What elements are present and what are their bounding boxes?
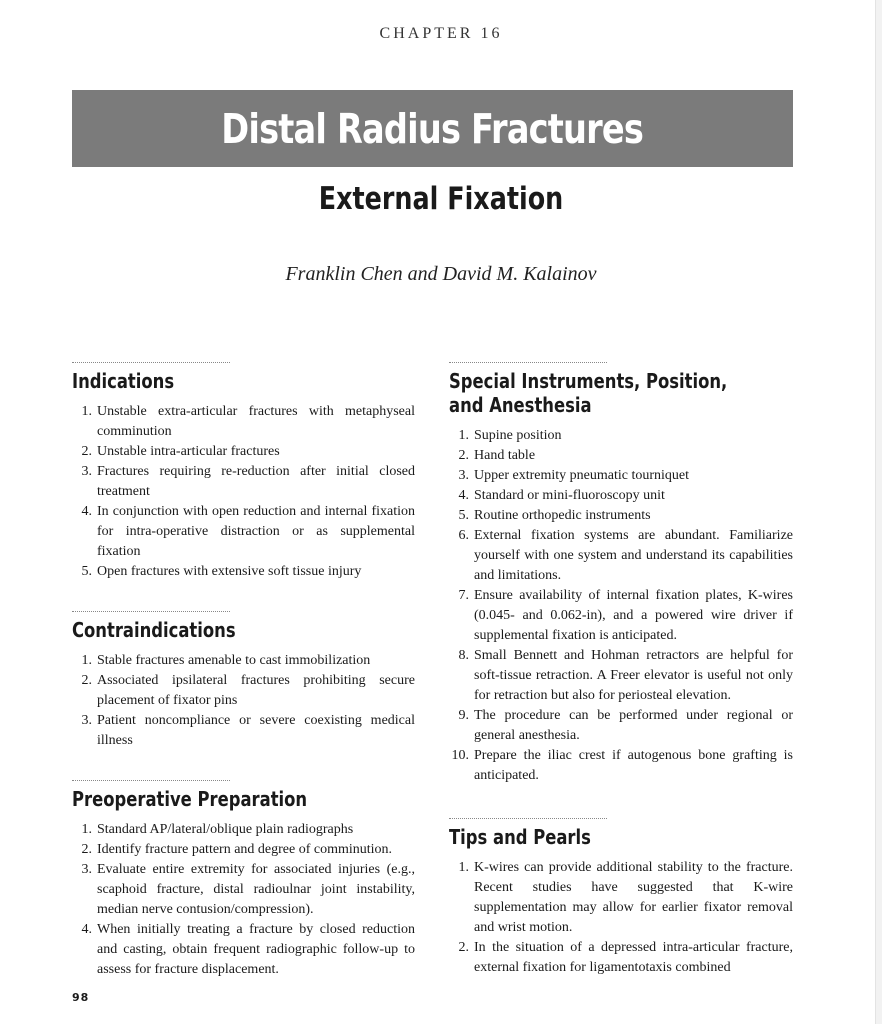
list-item-text: Routine orthopedic instruments [474, 508, 651, 523]
list-item-number: 2. [81, 673, 92, 688]
preoperative-heading: Preoperative Preparation [72, 787, 308, 811]
contraindications-heading: Contraindications [72, 618, 236, 642]
contraindications-section [72, 611, 415, 751]
preoperative-list [72, 820, 415, 980]
list-item-number: 1. [458, 860, 469, 875]
list-item-number: 5. [458, 508, 469, 523]
list-item [449, 446, 793, 466]
authors: Franklin Chen and David M. Kalainov [285, 263, 597, 285]
list-item [449, 938, 793, 978]
list-item [449, 586, 793, 646]
list-item-number: 1. [458, 428, 469, 443]
list-item-number: 3. [81, 713, 92, 728]
list-item-text: External fixation systems are abundant. Familiarize yourself with one system and understand its capabilities and limitations. [474, 528, 793, 583]
section-rule [72, 780, 230, 781]
indications-list [72, 402, 415, 582]
list-item-text: Fractures requiring re-reduction after initial closed treatment [97, 464, 415, 499]
list-item [72, 711, 415, 751]
instruments-heading-line2: and Anesthesia [449, 393, 592, 417]
list-item-text: The procedure can be performed under regional or general anesthesia. [474, 708, 793, 743]
chapter-subtitle: External Fixation [318, 181, 564, 217]
list-item [449, 426, 793, 446]
list-item [72, 860, 415, 920]
tips-section [449, 818, 793, 978]
list-item-number: 1. [81, 653, 92, 668]
list-item [449, 466, 793, 486]
indications-heading: Indications [72, 369, 175, 393]
chapter-title: Distal Radius Fractures [221, 104, 644, 153]
chapter-label: CHAPTER 16 [379, 25, 503, 42]
list-item [449, 506, 793, 526]
list-item-text: Patient noncompliance or severe coexisting medical illness [97, 713, 415, 748]
list-item-number: 10. [451, 748, 469, 763]
list-item-number: 2. [81, 842, 92, 857]
list-item-text: Prepare the iliac crest if autogenous bone grafting is anticipated. [474, 748, 793, 783]
list-item [72, 671, 415, 711]
page-number: 98 [72, 991, 90, 1004]
list-item-number: 3. [458, 468, 469, 483]
list-item-text: Standard or mini-fluoroscopy unit [474, 488, 665, 503]
list-item [72, 920, 415, 980]
list-item-number: 1. [81, 404, 92, 419]
section-rule [449, 818, 607, 819]
tips-heading: Tips and Pearls [449, 825, 591, 849]
list-item-number: 2. [458, 448, 469, 463]
list-item [72, 840, 415, 860]
list-item-text: Supine position [474, 428, 562, 443]
list-item-text: Small Bennett and Hohman retractors are helpful for soft-tissue retraction. A Freer elevator is useful not only for retraction but also for periosteal elevation. [474, 648, 793, 703]
list-item-number: 8. [458, 648, 469, 663]
list-item-number: 6. [458, 528, 469, 543]
section-rule [72, 362, 230, 363]
list-item [72, 562, 415, 582]
list-item-number: 2. [81, 444, 92, 459]
list-item-number: 3. [81, 464, 92, 479]
list-item-text: Evaluate entire extremity for associated injuries (e.g., scaphoid fracture, distal radioulnar joint instability, median nerve contusion/compression). [97, 862, 415, 917]
list-item-number: 2. [458, 940, 469, 955]
list-item [72, 442, 415, 462]
list-item-number: 1. [81, 822, 92, 837]
list-item [449, 746, 793, 786]
list-item-text: K-wires can provide additional stability to the fracture. Recent studies have suggested that K-wire supplementation may allow for earlier fixator removal and wrist motion. [474, 860, 793, 935]
list-item-text: When initially treating a fracture by closed reduction and casting, obtain frequent radiographic follow-up to assess for fracture displacement. [97, 922, 415, 977]
list-item-number: 5. [81, 564, 92, 579]
list-item [449, 858, 793, 938]
contraindications-list [72, 651, 415, 751]
title-band [72, 90, 793, 167]
section-rule [72, 611, 230, 612]
indications-section [72, 362, 415, 582]
list-item-text: Standard AP/lateral/oblique plain radiographs [97, 822, 354, 837]
list-item-text: Stable fractures amenable to cast immobilization [97, 653, 371, 668]
list-item [449, 526, 793, 586]
list-item [72, 820, 415, 840]
list-item-text: Upper extremity pneumatic tourniquet [474, 468, 689, 483]
instruments-heading-line1: Special Instruments, Position, [449, 369, 728, 393]
list-item-text: Ensure availability of internal fixation plates, K-wires (0.045- and 0.062-in), and a powered wire driver if supplemental fixation is anticipated. [474, 588, 793, 643]
tips-list [449, 858, 793, 978]
list-item-number: 4. [458, 488, 469, 503]
list-item [449, 486, 793, 506]
list-item-number: 4. [81, 922, 92, 937]
section-rule [449, 362, 607, 363]
list-item-number: 7. [458, 588, 469, 603]
list-item-text: Hand table [474, 448, 536, 463]
list-item-number: 9. [458, 708, 469, 723]
list-item-text: Unstable intra-articular fractures [97, 444, 280, 459]
page-edge [875, 0, 882, 1024]
instruments-section [449, 362, 793, 786]
preoperative-section [72, 780, 415, 980]
list-item-number: 4. [81, 504, 92, 519]
list-item-text: Unstable extra-articular fractures with metaphyseal comminution [97, 404, 415, 439]
list-item [72, 462, 415, 502]
list-item-text: Identify fracture pattern and degree of comminution. [97, 842, 393, 857]
list-item [72, 502, 415, 562]
list-item-text: Open fractures with extensive soft tissue injury [97, 564, 362, 579]
list-item-text: Associated ipsilateral fractures prohibiting secure placement of fixator pins [97, 673, 415, 708]
list-item [72, 402, 415, 442]
list-item [449, 646, 793, 706]
list-item [449, 706, 793, 746]
list-item-number: 3. [81, 862, 92, 877]
list-item-text: In the situation of a depressed intra-articular fracture, external fixation for ligamentotaxis combined [474, 940, 793, 975]
instruments-list [449, 426, 793, 786]
list-item [72, 651, 415, 671]
list-item-text: In conjunction with open reduction and internal fixation for intra-operative distraction or as supplemental fixation [97, 504, 415, 559]
